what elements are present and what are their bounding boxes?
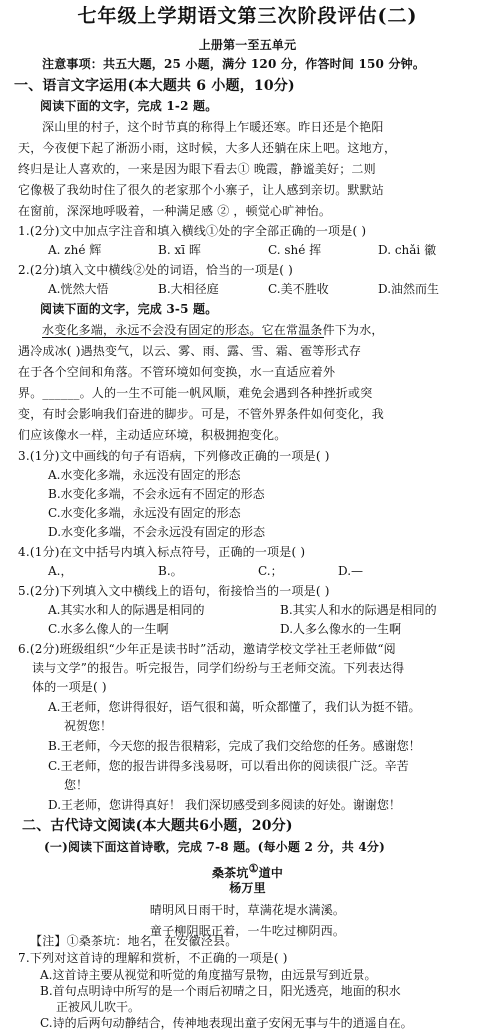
page-title: 七年级上学期语文第三次阶段评估(二) <box>77 5 418 27</box>
poem-author: 杨万里 <box>229 881 266 895</box>
q2-option-d: D.油然而生 <box>378 282 440 296</box>
q4-option-a: A.， <box>48 564 73 578</box>
passage1-line: 天，今夜便下起了淅沥小雨，这时候，大多人还躺在床上吧。这地方， <box>18 141 397 155</box>
q3-option-b: B.水变化多端，不会永远有不固定的形态 <box>48 487 265 501</box>
poem-title-note: ① <box>248 862 259 875</box>
q6-option-a: A.王老师，您讲得很好，语气很和蔼，听众都懂了，我们认为挺不错。 <box>48 700 421 714</box>
q4-option-c: C.； <box>258 564 283 578</box>
q2-option-c: C.美不胜收 <box>268 282 329 296</box>
q3-option-c: C.水变化多端，永远没有固定的形态 <box>48 506 241 520</box>
q5-option-a: A.其实水和人的际遇是相同的 <box>48 603 205 617</box>
q5-option-d: D.人多么像水的一生啊 <box>280 622 402 636</box>
q5-option-b: B.其实人和水的际遇是相同的 <box>280 603 437 617</box>
passage2-line: 界。______。人的一生不可能一帆风顺，难免会遇到各种挫折或突 <box>18 386 373 400</box>
passage1-line: 终归是让人喜欢的，一来是因为眼下看去① 晚霞，静谧美好；二则 <box>18 162 376 176</box>
q4-option-b: B.。 <box>158 564 183 578</box>
notice: 注意事项：共五大题，25 小题，满分 120 分，作答时间 150 分钟。 <box>42 57 426 71</box>
question-5-stem: 5.(2分)下列填入文中横线上的语句，衔接恰当的一项是( ) <box>18 584 330 598</box>
passage2-line: 变，有时会影响我们奋进的脚步。可是，不管外界条件如何变化，我 <box>18 407 385 421</box>
passage2-line: 遇冷成冰( )遇热变气，以云、雾、雨、露、雪、霜、雹等形式存 <box>18 344 362 358</box>
q6-option-d: D.王老师，您讲得真好！ 我们深切感受到多阅读的好处。谢谢您！ <box>48 798 401 812</box>
passage2-line: 水变化多端，永远不会没有固定的形态。它在常温条件下为水， <box>42 323 384 337</box>
poem-line: 晴明风日雨干时，草满花堤水满溪。 <box>149 903 346 917</box>
section1-heading: 一、语言文字运用(本大题共 6 小题，10分) <box>14 78 295 94</box>
q7-option-a: A.这首诗主要从视觉和听觉的角度描写景物，由远景写到近景。 <box>40 968 377 982</box>
passage1-line: 在窗前，深深地呼吸着，一种满足感 ② ，顿觉心旷神怡。 <box>18 204 332 218</box>
poem-title <box>0 861 495 881</box>
question-6-stem: 6.(2分)班级组织“少年正是读书时”活动，邀请学校文学社王老师做“阅 <box>18 642 396 656</box>
q3-option-a: A.水变化多端，永远没有固定的形态 <box>48 468 241 482</box>
q4-option-d: D.— <box>338 564 364 578</box>
q7-option-c: C.诗的后两句动静结合，传神地表现出童子安闲无事与牛的逍遥自在。 <box>40 1016 413 1030</box>
q1-option-b: B. xī 晖 <box>158 243 201 257</box>
q2-option-b: B.大相径庭 <box>158 282 219 296</box>
passage1-line: 深山里的村子，这个时节真的称得上乍暖还寒。昨日还是个艳阳 <box>42 120 384 134</box>
q6-option-a-cont: 祝贺您！ <box>64 719 113 733</box>
read-instruction-1: 阅读下面的文字，完成 1-2 题。 <box>40 99 218 113</box>
question-7-stem: 7.下列对这首诗的理解和赏析，不正确的一项是( ) <box>18 951 288 965</box>
q6-option-c: C.王老师，您的报告讲得多浅易呀，可以看出你的阅读很广泛。辛苦 <box>48 759 409 773</box>
question-6-stem: 读与文学”的报告。听完报告，同学们纷纷与王老师交流。下列表达得 <box>32 661 405 675</box>
page-subtitle: 上册第一至五单元 <box>198 38 297 52</box>
q6-option-c-cont: 您！ <box>64 778 89 792</box>
poem-note: 【注】①桑茶坑：地名，在安徽泾县。 <box>30 934 238 948</box>
q7-option-b-cont: 正被风儿吹干。 <box>56 1000 141 1014</box>
section2-heading: 二、古代诗文阅读(本大题共6小题，20分) <box>22 818 293 834</box>
section2-sub-instruction: (一)阅读下面这首诗歌，完成 7-8 题。(每小题 2 分，共 4分) <box>44 840 385 854</box>
q5-option-c: C.水多么像人的一生啊 <box>48 622 169 636</box>
question-1-stem: 1.(2分)文中加点字注音和填入横线①处的字全部正确的一项是( ) <box>18 224 367 238</box>
q1-option-a: A. zhé 辉 <box>48 243 102 257</box>
q2-option-a: A.恍然大悟 <box>48 282 109 296</box>
passage1-line: 它像极了我幼时住了很久的老家那个小寨子，让人感到亲切。默默站 <box>18 183 385 197</box>
question-3-stem: 3.(1分)文中画线的句子有语病，下列修改正确的一项是( ) <box>18 449 330 463</box>
poem-title-tail: 道中 <box>258 866 284 880</box>
passage2-line: 在于各个空间和角落。不管环境如何变换，水一直适应着外 <box>18 365 336 379</box>
question-6-stem: 体的一项是( ) <box>32 680 107 694</box>
q3-option-d: D.水变化多端，不会永远没有固定的形态 <box>48 525 266 539</box>
passage2-line: 们应该像水一样，主动适应环境，积极拥抱变化。 <box>18 428 287 442</box>
q1-option-d: D. chǎi 徽 <box>378 243 437 257</box>
question-2-stem: 2.(2分)填入文中横线②处的词语，恰当的一项是( ) <box>18 263 294 277</box>
read-instruction-2: 阅读下面的文字，完成 3-5 题。 <box>40 302 218 316</box>
passage2-underline <box>42 337 324 338</box>
poem-line: 童子柳阴眠正着，一牛吃过柳阴西。 <box>149 924 346 938</box>
poem-title-text: 桑茶坑 <box>211 866 249 880</box>
q1-option-c: C. shé 挥 <box>268 243 322 257</box>
q7-option-b: B.首句点明诗中所写的是一个雨后初晴之日，阳光透亮，地面的积水 <box>40 984 401 998</box>
question-4-stem: 4.(1分)在文中括号内填入标点符号，正确的一项是( ) <box>18 545 306 559</box>
q6-option-b: B.王老师，今天您的报告很精彩，完成了我们交给您的任务。感谢您！ <box>48 739 421 753</box>
